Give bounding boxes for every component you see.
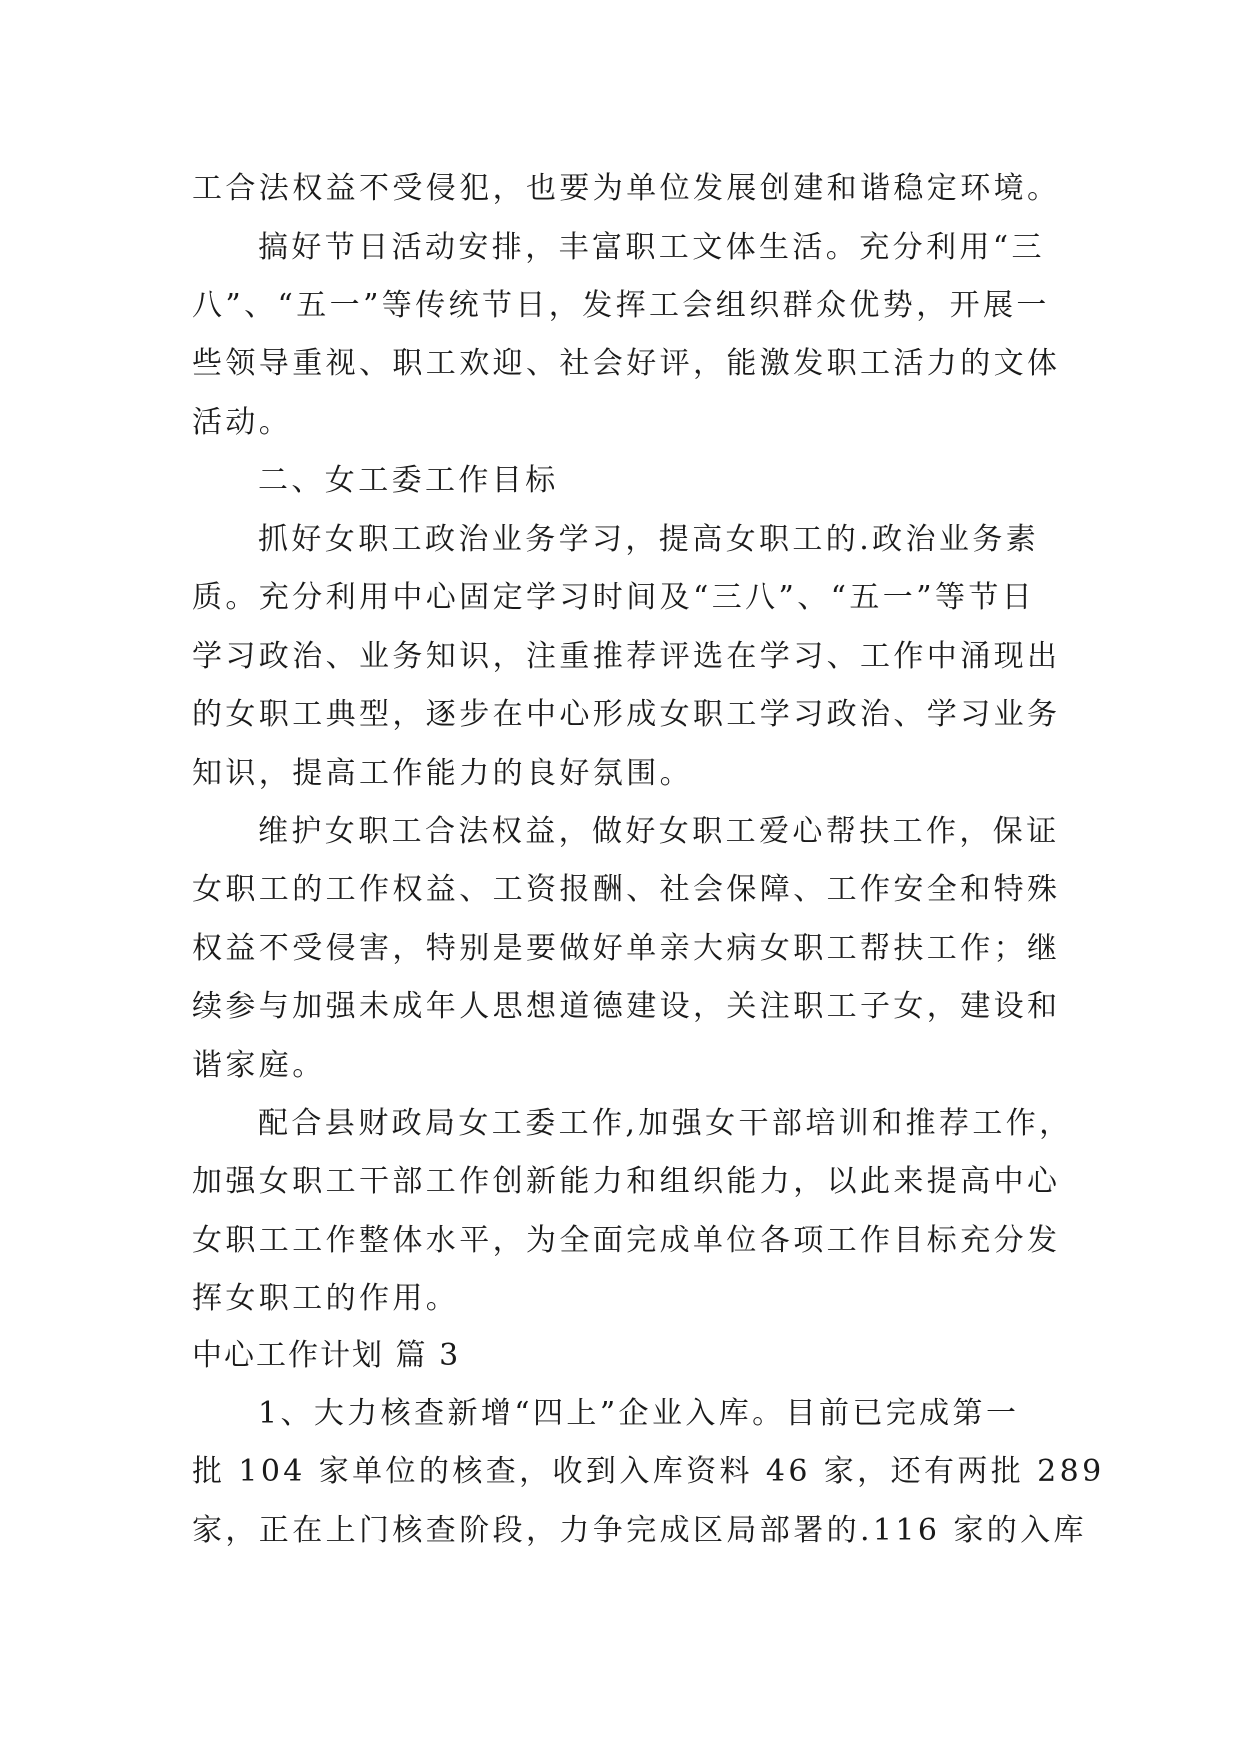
- section-heading: 二、女工委工作目标: [258, 463, 559, 498]
- paragraph-line: 的女职工典型，逐步在中心形成女职工学习政治、学习业务: [192, 697, 1061, 732]
- paragraph-line: 些领导重视、职工欢迎、社会好评，能激发职工活力的文体: [192, 346, 1061, 381]
- paragraph-line: 知识，提高工作能力的良好氛围。: [192, 756, 693, 791]
- paragraph-line: 续参与加强未成年人思想道德建设，关注职工子女，建设和: [192, 989, 1061, 1024]
- paragraph-line: 女职工的工作权益、工资报酬、社会保障、工作安全和特殊: [192, 872, 1061, 907]
- paragraph-line: 权益不受侵害，特别是要做好单亲大病女职工帮扶工作；继: [192, 931, 1061, 966]
- paragraph-line: 家，正在上门核查阶段，力争完成区局部署的.116 家的入库: [192, 1513, 1087, 1548]
- paragraph-line: 挥女职工的作用。: [192, 1281, 460, 1316]
- paragraph-line: 女职工工作整体水平，为全面完成单位各项工作目标充分发: [192, 1223, 1061, 1258]
- paragraph-line: 搞好节日活动安排，丰富职工文体生活。充分利用“三: [258, 230, 1045, 265]
- paragraph-line: 维护女职工合法权益，做好女职工爱心帮扶工作，保证: [258, 814, 1060, 849]
- paragraph-line: 抓好女职工政治业务学习，提高女职工的.政治业务素: [258, 522, 1040, 557]
- paragraph-line: 谐家庭。: [192, 1048, 326, 1083]
- paragraph-line: 八”、“五一”等传统节日，发挥工会组织群众优势，开展一: [192, 288, 1050, 323]
- paragraph-line: 质。充分利用中心固定学习时间及“三八”、“五一”等节日: [192, 580, 1036, 615]
- paragraph-line: 1、大力核查新增“四上”企业入库。目前已完成第一: [258, 1396, 1020, 1431]
- paragraph-line: 加强女职工干部工作创新能力和组织能力，以此来提高中心: [192, 1164, 1061, 1199]
- paragraph-line: 批 104 家单位的核查，收到入库资料 46 家，还有两批 289: [192, 1454, 1105, 1489]
- paragraph-line: 工合法权益不受侵犯，也要为单位发展创建和谐稳定环境。: [192, 171, 1061, 206]
- section-title: 中心工作计划 篇 3: [192, 1338, 461, 1373]
- paragraph-line: 活动。: [192, 405, 293, 440]
- paragraph-line: 学习政治、业务知识，注重推荐评选在学习、工作中涌现出: [192, 639, 1061, 674]
- paragraph-line: 配合县财政局女工委工作,加强女干部培训和推荐工作，: [258, 1106, 1073, 1141]
